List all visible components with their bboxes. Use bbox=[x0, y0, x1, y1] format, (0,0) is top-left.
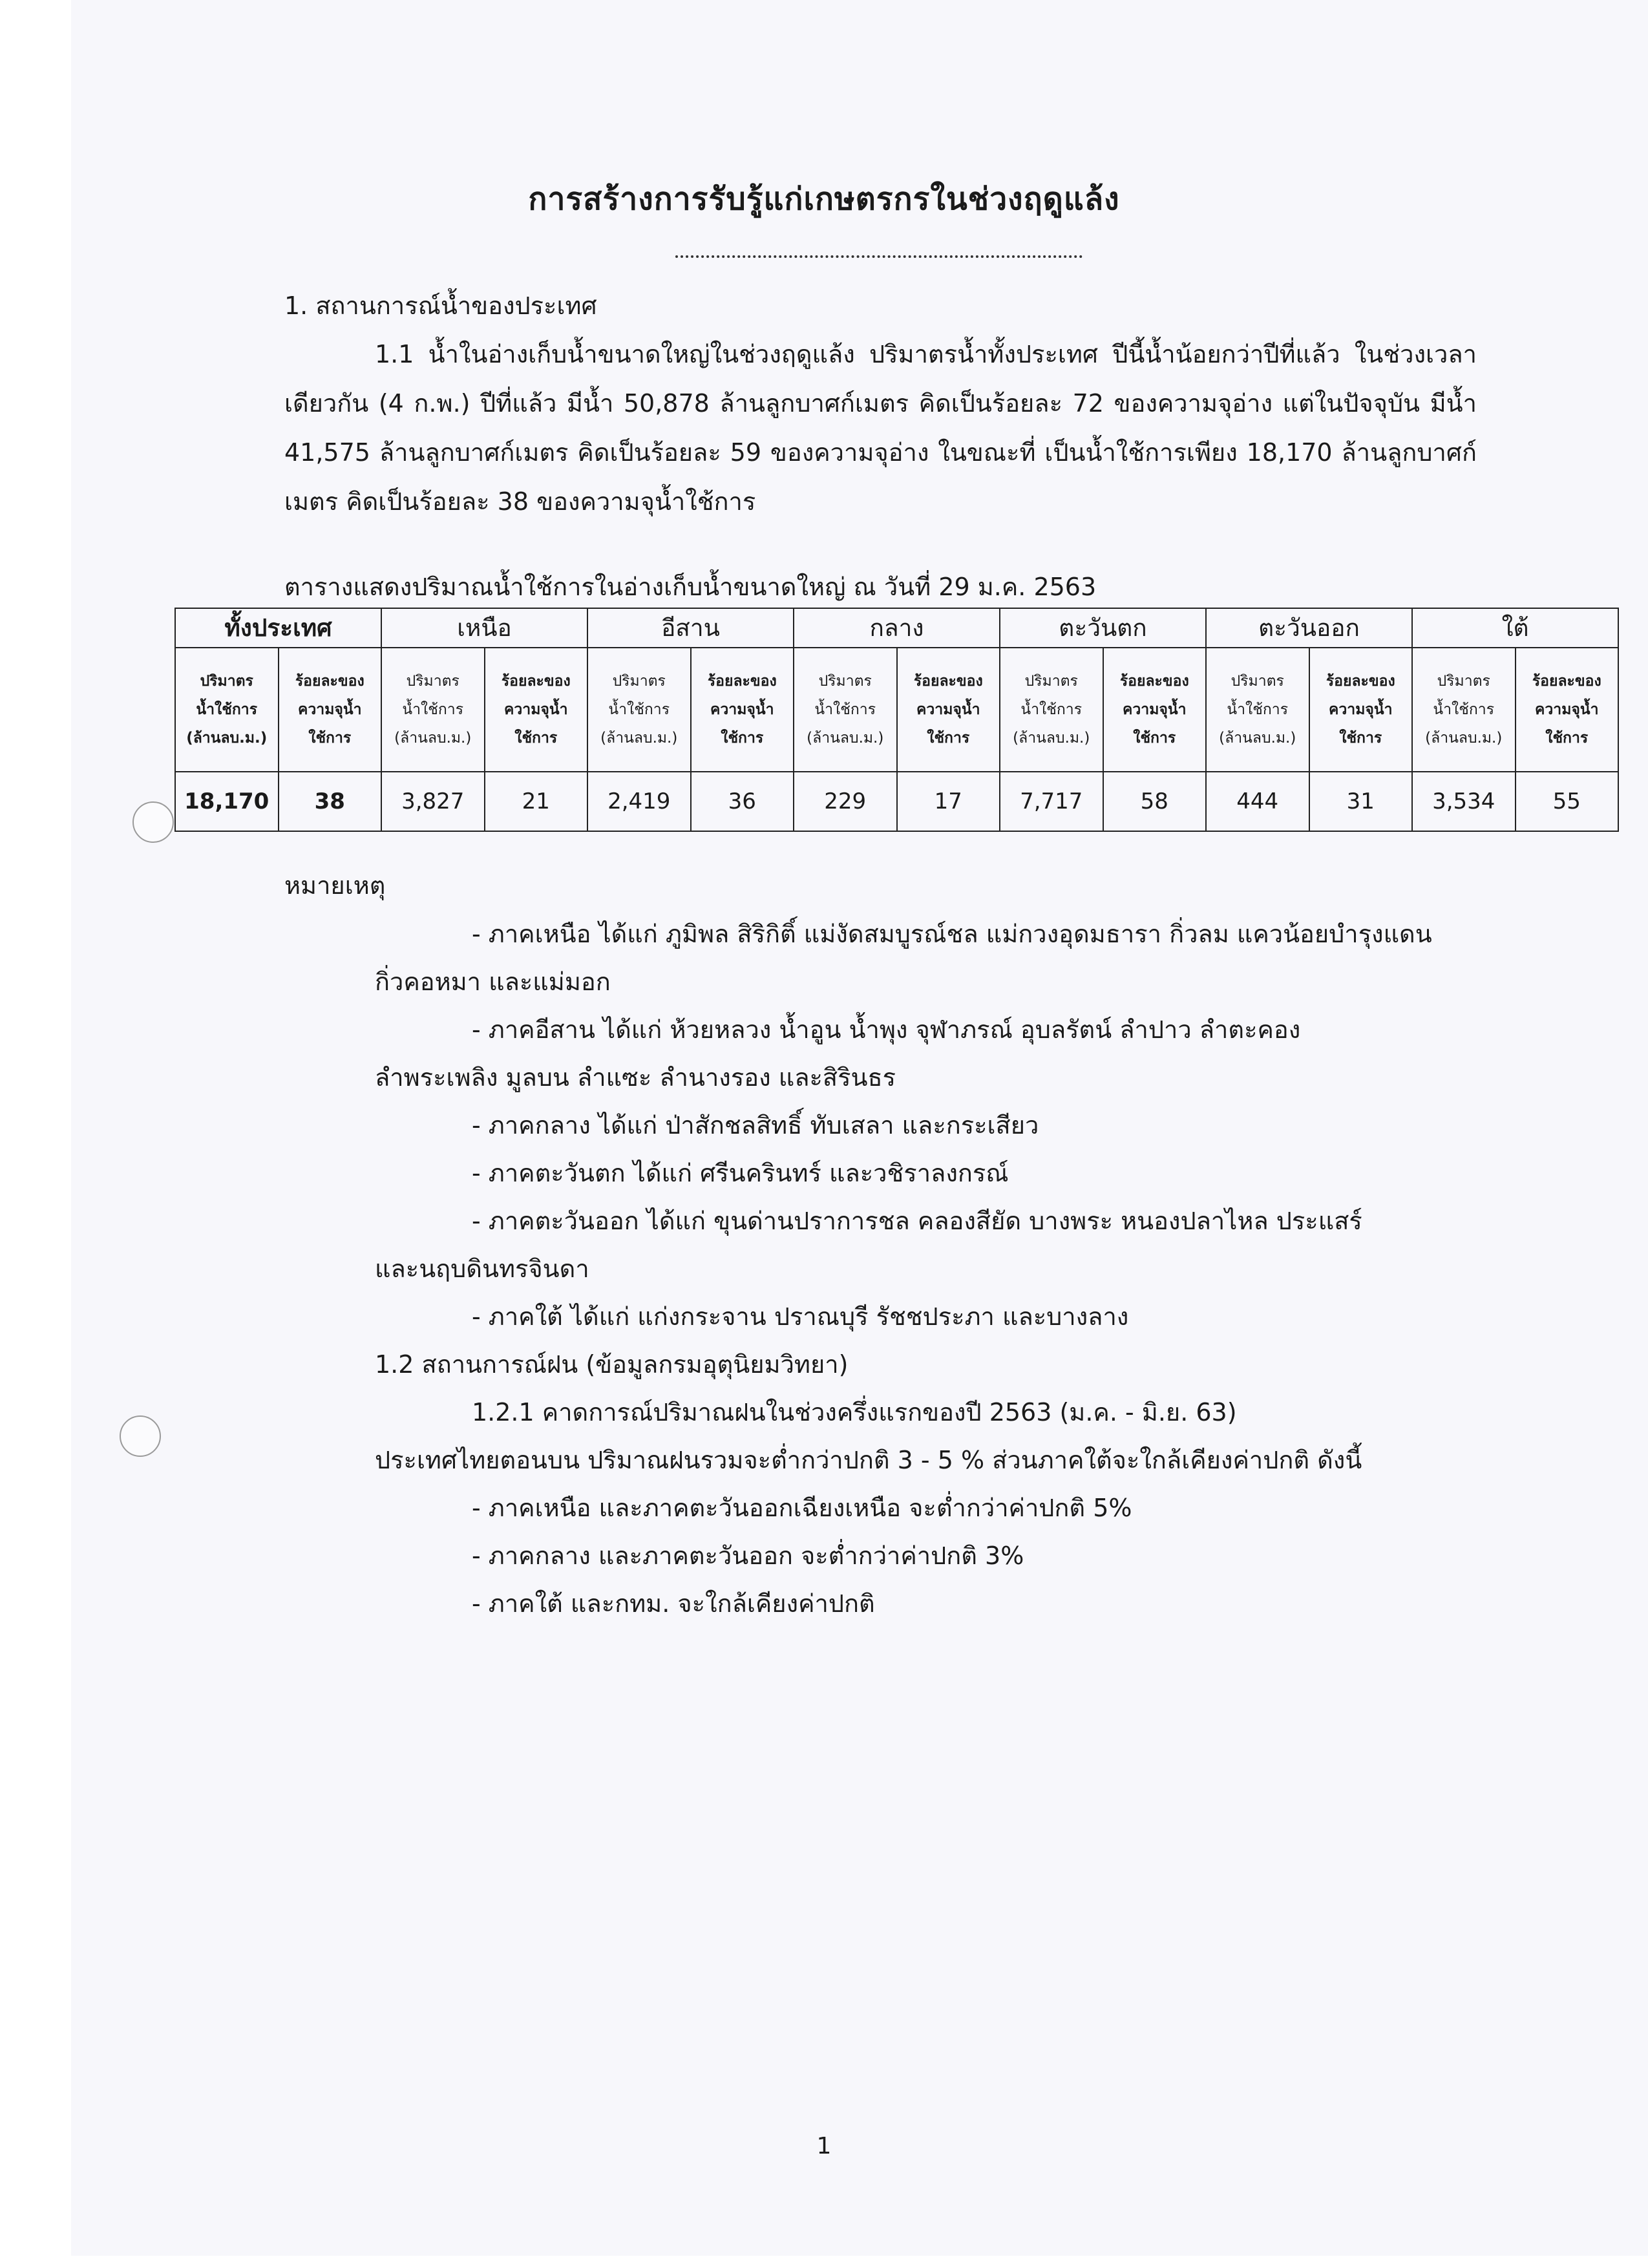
subheader-line: ใช้การ bbox=[721, 730, 764, 747]
subheader-volume bbox=[1412, 648, 1516, 772]
cell-percent-south: 55 bbox=[1516, 772, 1619, 831]
water-volume-table bbox=[174, 608, 1619, 832]
subheader-line: น้ำใช้การ bbox=[196, 701, 258, 718]
subheader-line: ร้อยละของ bbox=[913, 673, 983, 690]
subheader-line: น้ำใช้การ bbox=[1227, 701, 1289, 718]
page-title: การสร้างการรับรู้แก่เกษตรกรในช่วงฤดูแล้ง bbox=[528, 181, 1120, 217]
section-1-2-1-heading: 1.2.1 คาดการณ์ปริมาณฝนในช่วงครึ่งแรกของปี 2563 (ม.ค. - มิ.ย. 63) bbox=[472, 1398, 1237, 1426]
note-south: - ภาคใต้ ได้แก่ แก่งกระจาน ปราณบุรี รัชชประภา และบางลาง bbox=[472, 1302, 1129, 1331]
subheader-line: (ล้านลบ.ม.) bbox=[1219, 730, 1296, 747]
subheader-line: ร้อยละของ bbox=[1119, 673, 1189, 690]
subheader-volume bbox=[1206, 648, 1309, 772]
subheader-line: ใช้การ bbox=[308, 730, 352, 747]
cell-volume-northeast: 2,419 bbox=[587, 772, 691, 831]
subheader-line: ความจุน้ำ bbox=[1535, 701, 1599, 718]
scan-bottom-margin bbox=[0, 2256, 1648, 2268]
cell-volume-east: 444 bbox=[1206, 772, 1309, 831]
subheader-line: ความจุน้ำ bbox=[1123, 701, 1187, 718]
subheader-line: ปริมาตร bbox=[200, 673, 253, 690]
region-header-east: ตะวันออก bbox=[1206, 608, 1412, 648]
scan-margin bbox=[0, 0, 71, 2268]
punch-hole-upper bbox=[132, 801, 174, 843]
subheader-line: น้ำใช้การ bbox=[1433, 701, 1495, 718]
cell-percent-north: 21 bbox=[485, 772, 588, 831]
table-row bbox=[175, 772, 1618, 831]
subheader-line: ร้อยละของ bbox=[295, 673, 364, 690]
note-central: - ภาคกลาง ได้แก่ ป่าสักชลสิทธิ์ ทับเสลา และกระเสียว bbox=[472, 1111, 1039, 1139]
subheader-volume bbox=[794, 648, 897, 772]
note-east-line-1: - ภาคตะวันออก ได้แก่ ขุนด่านปราการชล คลองสียัด บางพระ หนองปลาไหล ประแสร์ bbox=[472, 1207, 1362, 1235]
region-header-central: กลาง bbox=[794, 608, 1000, 648]
subheader-line: น้ำใช้การ bbox=[402, 701, 464, 718]
subheader-percent bbox=[1516, 648, 1619, 772]
subheader-line: ความจุน้ำ bbox=[916, 701, 980, 718]
subheader-line: น้ำใช้การ bbox=[814, 701, 876, 718]
subheader-line: ความจุน้ำ bbox=[1329, 701, 1393, 718]
note-north-line-2: กิ่วคอหมา และแม่มอก bbox=[375, 968, 611, 996]
notes-heading: หมายเหตุ bbox=[284, 871, 386, 900]
subheader-percent bbox=[691, 648, 794, 772]
rain-bullet-3: - ภาคใต้ และกทม. จะใกล้เคียงค่าปกติ bbox=[472, 1589, 875, 1618]
cell-volume-west: 7,717 bbox=[1000, 772, 1103, 831]
table-subheader-row bbox=[175, 648, 1618, 772]
punch-hole-lower bbox=[120, 1415, 161, 1457]
title-dotted-rule bbox=[675, 255, 1083, 258]
subheader-volume bbox=[587, 648, 691, 772]
region-header-south: ใต้ bbox=[1412, 608, 1618, 648]
cell-volume-south: 3,534 bbox=[1412, 772, 1516, 831]
note-northeast-line-2: ลำพระเพลิง มูลบน ลำแซะ ลำนางรอง และสิรินธร bbox=[375, 1063, 896, 1092]
subheader-volume bbox=[381, 648, 485, 772]
subheader-line: น้ำใช้การ bbox=[608, 701, 670, 718]
rain-bullet-1: - ภาคเหนือ และภาคตะวันออกเฉียงเหนือ จะต่ำกว่าค่าปกติ 5% bbox=[472, 1494, 1132, 1522]
subheader-line: ร้อยละของ bbox=[1532, 673, 1601, 690]
subheader-percent bbox=[897, 648, 1000, 772]
subheader-line: ร้อยละของ bbox=[1326, 673, 1395, 690]
region-header-national: ทั้งประเทศ bbox=[175, 608, 381, 648]
subheader-line: ความจุน้ำ bbox=[298, 701, 362, 718]
section-1-heading: 1. สถานการณ์น้ำของประเทศ bbox=[284, 291, 597, 320]
subheader-line: (ล้านลบ.ม.) bbox=[394, 730, 472, 747]
subheader-line: ปริมาตร bbox=[612, 673, 666, 690]
rain-bullet-2: - ภาคกลาง และภาคตะวันออก จะต่ำกว่าค่าปกติ 3% bbox=[472, 1542, 1024, 1570]
cell-volume-central: 229 bbox=[794, 772, 897, 831]
subheader-line: (ล้านลบ.ม.) bbox=[600, 730, 678, 747]
note-east-line-2: และนฤบดินทรจินดา bbox=[375, 1255, 589, 1283]
subheader-line: ปริมาตร bbox=[1024, 673, 1078, 690]
table-caption: ตารางแสดงปริมาณน้ำใช้การในอ่างเก็บน้ำขนาดใหญ่ ณ วันที่ 29 ม.ค. 2563 bbox=[284, 573, 1097, 601]
subheader-line: ร้อยละของ bbox=[707, 673, 777, 690]
subheader-volume bbox=[175, 648, 279, 772]
subheader-line: ใช้การ bbox=[1133, 730, 1176, 747]
note-northeast-line-1: - ภาคอีสาน ได้แก่ ห้วยหลวง น้ำอูน น้ำพุง จุฬาภรณ์ อุบลรัตน์ ลำปาว ลำตะคอง bbox=[472, 1015, 1301, 1044]
cell-percent-central: 17 bbox=[897, 772, 1000, 831]
region-header-west: ตะวันตก bbox=[1000, 608, 1206, 648]
subheader-percent bbox=[1309, 648, 1413, 772]
rain-summary: ประเทศไทยตอนบน ปริมาณฝนรวมจะต่ำกว่าปกติ 3 - 5 % ส่วนภาคใต้จะใกล้เคียงค่าปกติ ดังนี้ bbox=[375, 1446, 1362, 1474]
subheader-line: (ล้านลบ.ม.) bbox=[1425, 730, 1503, 747]
cell-percent-west: 58 bbox=[1103, 772, 1207, 831]
cell-volume-national: 18,170 bbox=[175, 772, 279, 831]
cell-volume-north: 3,827 bbox=[381, 772, 485, 831]
subheader-percent bbox=[279, 648, 382, 772]
subheader-line: (ล้านลบ.ม.) bbox=[807, 730, 884, 747]
page-number: 1 bbox=[816, 2133, 832, 2159]
subheader-line: ร้อยละของ bbox=[501, 673, 571, 690]
section-1-2-heading: 1.2 สถานการณ์ฝน (ข้อมูลกรมอุตุนิยมวิทยา) bbox=[375, 1350, 849, 1379]
paragraph-1-1-text: 1.1 น้ำในอ่างเก็บน้ำขนาดใหญ่ในช่วงฤดูแล้ง ปริมาตรน้ำทั้งประเทศ ปีนี้น้ำน้อยกว่าปีที่แล้ว ในช่วงเวลาเดียวกัน (4 ก.พ.) ปีที่แล้ว มีน้ำ 50,878 ล้านลูกบาศก์เมตร คิดเป็นร้อยละ 72 ของความจุอ่าง แต่ในปัจจุบัน มีน้ำ 41,575 ล้านลูกบาศก์เมตร คิดเป็นร้อยละ 59 ของความจุอ่าง ในขณะที่ เป็นน้ำใช้การเพียง 18,170 ล้านลูกบาศก์เมตร คิดเป็นร้อยละ 38 ของความจุน้ำใช้การ bbox=[284, 340, 1477, 516]
subheader-line: (ล้านลบ.ม.) bbox=[186, 730, 268, 747]
subheader-line: ใช้การ bbox=[927, 730, 970, 747]
cell-percent-national: 38 bbox=[279, 772, 382, 831]
paragraph-1-1 bbox=[284, 330, 1477, 526]
subheader-line: ใช้การ bbox=[1545, 730, 1589, 747]
region-header-north: เหนือ bbox=[381, 608, 587, 648]
subheader-line: น้ำใช้การ bbox=[1020, 701, 1083, 718]
cell-percent-northeast: 36 bbox=[691, 772, 794, 831]
subheader-percent bbox=[485, 648, 588, 772]
subheader-line: ปริมาตร bbox=[1437, 673, 1490, 690]
subheader-volume bbox=[1000, 648, 1103, 772]
subheader-percent bbox=[1103, 648, 1207, 772]
note-north-line-1: - ภาคเหนือ ได้แก่ ภูมิพล สิริกิติ์ แม่งัดสมบูรณ์ชล แม่กวงอุดมธารา กิ่วลม แควน้อยบำรุงแดน bbox=[472, 920, 1432, 948]
subheader-line: ความจุน้ำ bbox=[504, 701, 568, 718]
subheader-line: (ล้านลบ.ม.) bbox=[1013, 730, 1090, 747]
cell-percent-east: 31 bbox=[1309, 772, 1413, 831]
table-region-header-row bbox=[175, 608, 1618, 648]
region-header-northeast: อีสาน bbox=[587, 608, 794, 648]
subheader-line: ปริมาตร bbox=[818, 673, 872, 690]
note-west: - ภาคตะวันตก ได้แก่ ศรีนครินทร์ และวชิราลงกรณ์ bbox=[472, 1159, 1009, 1187]
subheader-line: ความจุน้ำ bbox=[710, 701, 774, 718]
subheader-line: ใช้การ bbox=[1339, 730, 1382, 747]
subheader-line: ปริมาตร bbox=[1231, 673, 1284, 690]
subheader-line: ปริมาตร bbox=[406, 673, 460, 690]
subheader-line: ใช้การ bbox=[514, 730, 558, 747]
